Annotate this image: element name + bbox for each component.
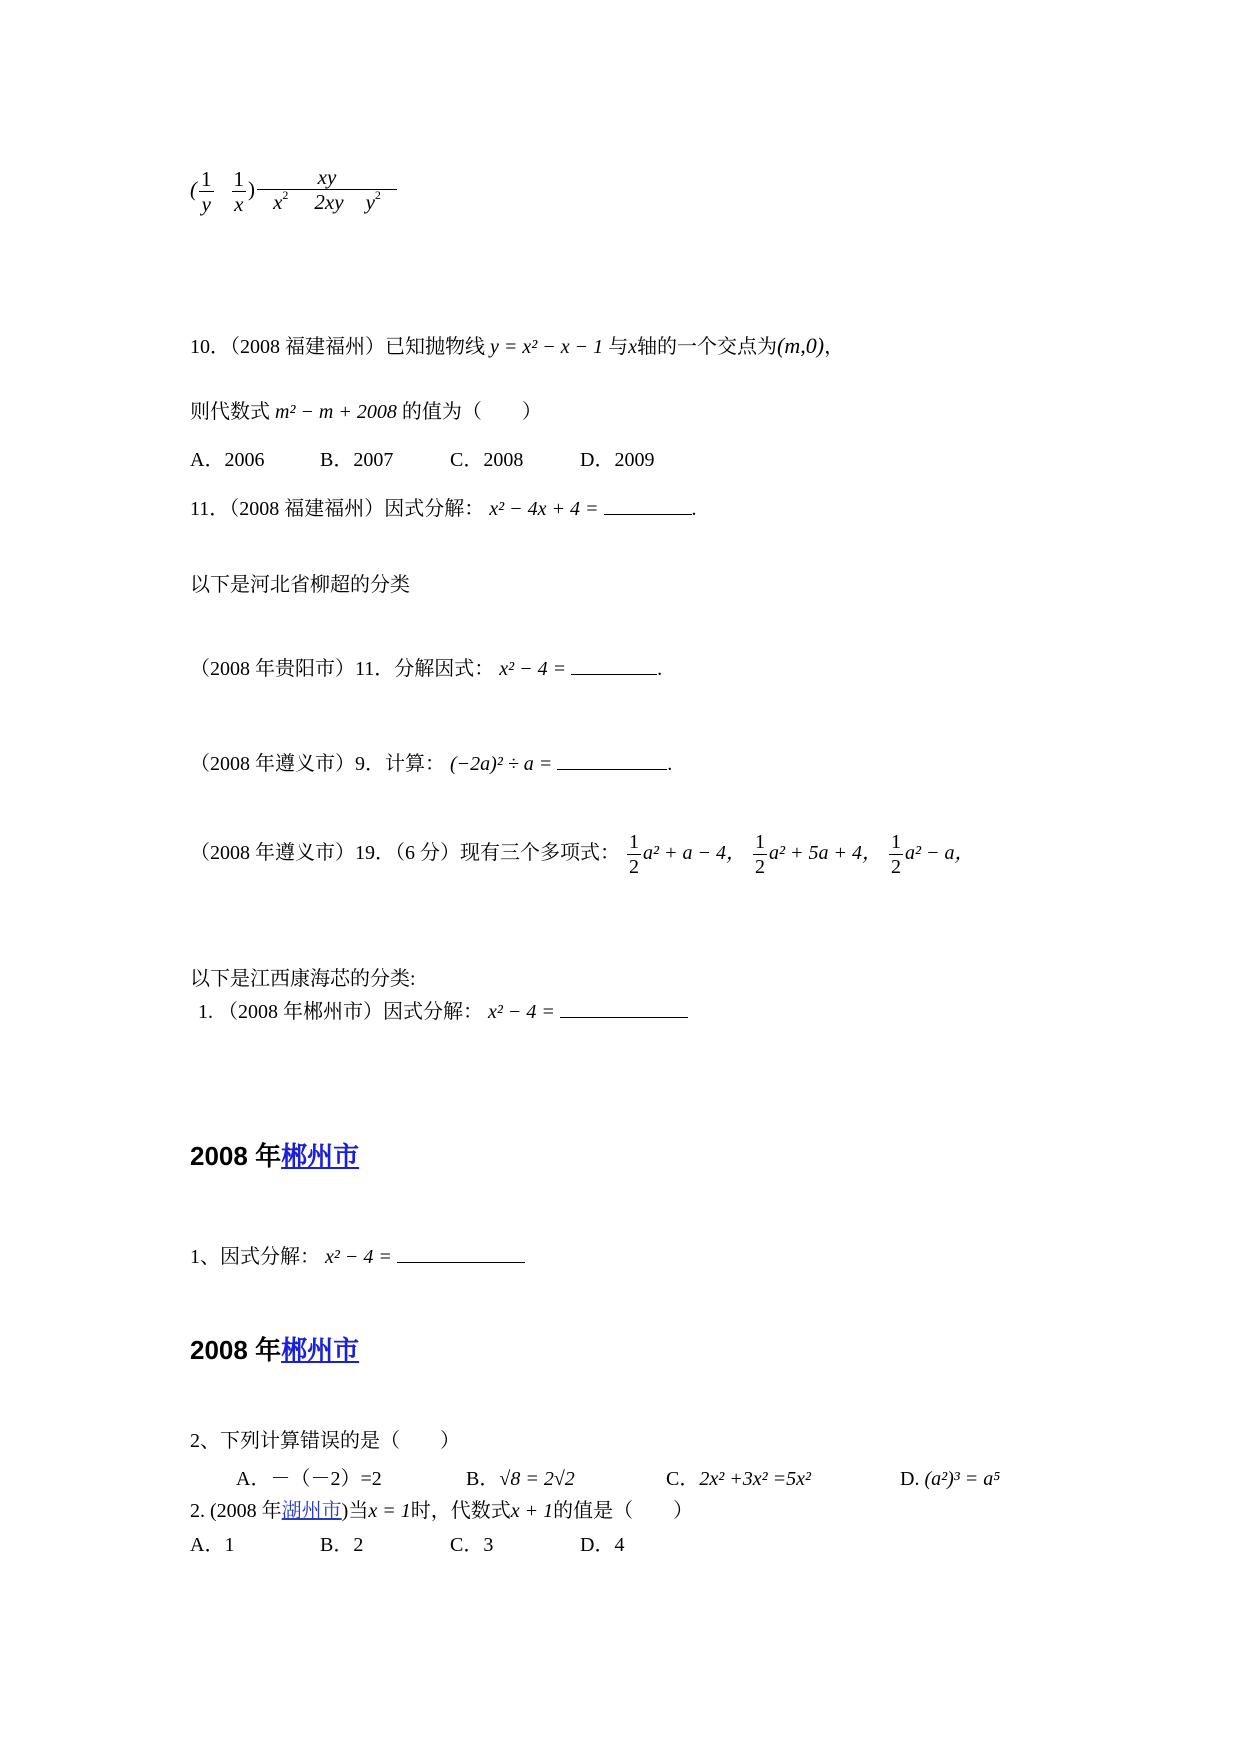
q10-prefix: 10．（2008 福建福州）已知抛物线 [190,336,485,358]
half-fraction-2: $\frac{1}{2}$ [755,831,765,878]
q2-option-d: D. (a²)³ = a⁵ [900,1468,1001,1490]
fraction-xy-over-poly: $\frac{xy}{x^2 2xy y^2}$ [257,165,397,217]
q10-option-a: A．2006 [190,449,265,471]
q11: 11．（2008 福建福州）因式分解： x² − 4x + 4 = . [190,498,697,520]
q10-parabola-equation: y = x² − x − 1 [490,336,604,358]
section-jiangxi: 以下是江西康海芯的分类: [190,968,416,990]
half-fraction-3: $\frac{1}{2}$ [891,831,901,878]
zunyi19-prefix: （2008 年遵义市）19．（6 分）现有三个多项式： [190,842,620,865]
guiyang-answer-blank[interactable] [571,656,657,675]
jx1-prefix: 1. （2008 年郴州市）因式分解： [198,1001,483,1023]
header-2-year: 2008 年 [190,1335,282,1365]
fraction-1-over-y: $\frac{1}{y}$ [201,166,212,216]
hz2-option-a: A．1 [190,1534,235,1556]
q10-expression: m² − m + 2008 [275,401,397,423]
hz2-options [190,1528,624,1557]
q10-option-d: D．2009 [580,449,655,471]
jx1-expression: x² − 4 = [488,1001,555,1023]
hz2-question: 2. (2008 年湖州市)当x = 1时，代数式x + 1的值是（ ） [190,1500,694,1522]
poly-2: a² + 5a + 4， [769,842,882,865]
header-1-city-link[interactable]: 郴州市 [281,1141,360,1171]
hz2-city-link[interactable]: 湖州市 [281,1500,342,1522]
q10-mid: 与 [608,336,629,358]
q2-options [236,1462,1000,1491]
poly-3: a² − a， [905,842,975,865]
section-header-1 [190,1136,359,1173]
q10-options [190,443,654,472]
zunyi9-expression: (−2a)² ÷ a = [450,753,553,775]
guiyang-prefix: （2008 年贵阳市）11．分解因式： [190,658,495,680]
cz1-question [190,1240,525,1269]
q10-suffix: 轴的一个交点为 [637,336,778,358]
hz2-option-c: C．3 [450,1534,494,1556]
zunyi9-answer-blank[interactable] [557,751,667,770]
cz1-expression: x² − 4 = [325,1246,392,1268]
zunyi9-question: （2008 年遵义市）9．计算： (−2a)² ÷ a = . [190,753,673,775]
q10-option-b: B．2007 [320,449,394,471]
q2-stem: 2、下列计算错误的是（ ） [190,1430,460,1452]
close-paren: ) [248,176,255,201]
q10-line1: 10．（2008 福建福州）已知抛物线 y = x² − x − 1 与x轴的一个交点为(m,0)， [190,333,845,358]
fraction-expression [190,165,399,217]
hz2-option-d: D．4 [580,1534,625,1556]
zunyi9-prefix: （2008 年遵义市）9．计算： [190,753,445,775]
q11-expression: x² − 4x + 4 = [489,498,599,520]
half-fraction-1: $\frac{1}{2}$ [629,831,639,878]
q10-option-c: C．2008 [450,449,524,471]
guiyang-question: （2008 年贵阳市）11．分解因式： x² − 4 = . [190,658,663,680]
hz2-expression: x + 1 [510,1500,554,1522]
q10-point: (m,0) [777,333,825,358]
q11-prefix: 11．（2008 福建福州）因式分解： [190,498,485,520]
cz1-answer-blank[interactable] [397,1244,525,1263]
header-1-year: 2008 年 [190,1141,282,1171]
section-hebei: 以下是河北省柳超的分类 [190,574,410,596]
zunyi19-question [190,830,975,879]
section-header-2 [190,1330,359,1367]
jx1-question [198,995,688,1024]
cz1-prefix: 1、因式分解： [190,1246,320,1268]
fraction-1-over-x: $\frac{1}{x}$ [233,166,244,216]
jx1-answer-blank[interactable] [560,999,688,1018]
hz2-prefix: 2. (2008 年 [190,1500,282,1522]
open-paren: ( [190,176,197,201]
q10-line2-suffix: 的值为（ ） [401,401,542,423]
q10-line2-prefix: 则代数式 [190,401,270,423]
header-2-city-link[interactable]: 郴州市 [281,1335,360,1365]
q10-x-var: x [628,336,638,358]
guiyang-expression: x² − 4 = [499,658,567,680]
q2-option-b: B．√8 = 2√2 [466,1468,575,1490]
q2-option-c: C．2x² +3x² =5x² [666,1468,811,1490]
q11-answer-blank[interactable] [604,496,692,515]
hz2-condition: x = 1 [368,1500,411,1522]
hz2-option-b: B．2 [320,1534,364,1556]
poly-1: a² + a − 4， [643,842,746,865]
q10-line2 [190,395,542,424]
q2-option-a: A．－（－2）=2 [236,1468,382,1490]
